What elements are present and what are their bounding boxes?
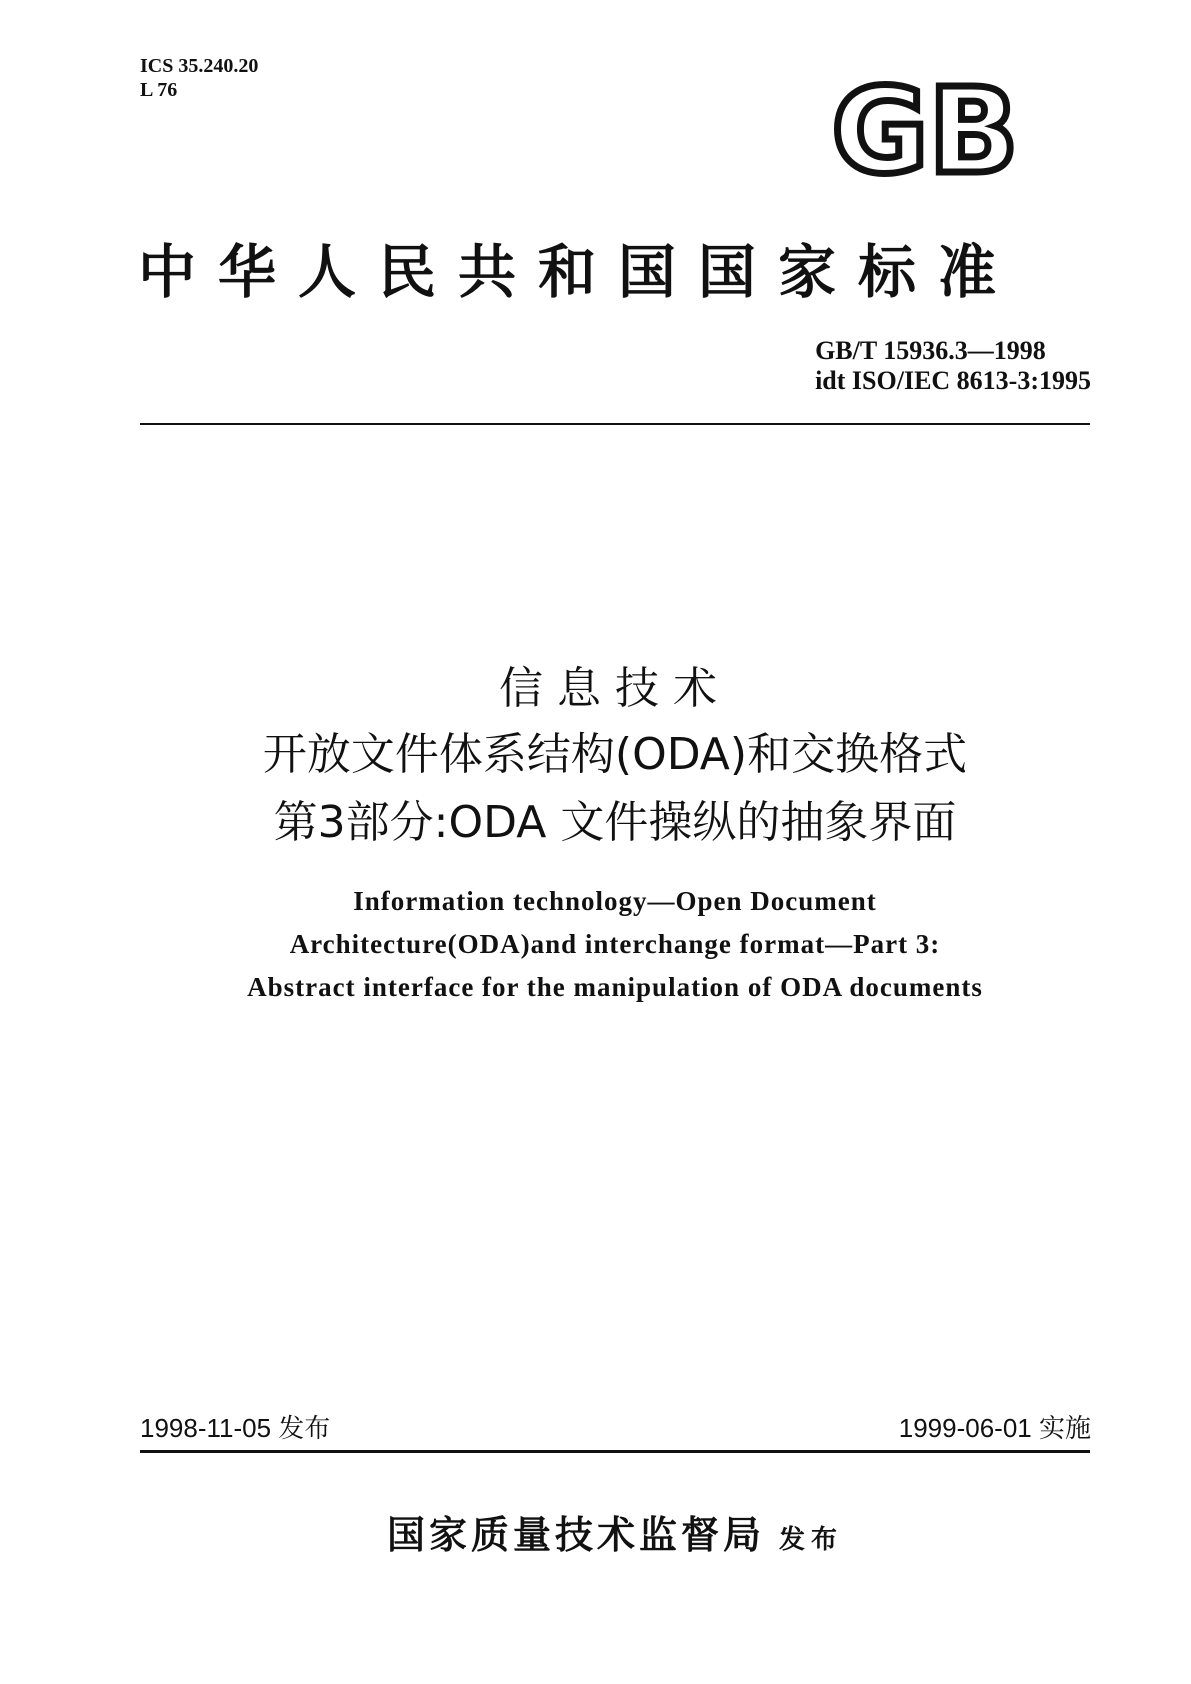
english-title — [140, 880, 1090, 1009]
english-title-line-3: Abstract interface for the manipulation of ODA documents — [247, 972, 983, 1002]
ccs-code: L 76 — [140, 79, 178, 101]
chinese-title-line-3: 第3部分:ODA 文件操纵的抽象界面 — [273, 797, 957, 848]
bottom-divider — [140, 1450, 1090, 1453]
gb-logo — [820, 72, 1030, 187]
publish-action: 发布 — [779, 1525, 844, 1555]
chinese-title-line-2: 开放文件体系结构(ODA)和交换格式 — [262, 729, 968, 780]
english-title-line-1: Information technology—Open Document — [353, 886, 877, 916]
english-title-line-2: Architecture(ODA)and interchange format—Part 3: — [289, 929, 941, 959]
gb-logo-text: GB — [831, 72, 1019, 187]
chinese-title-line-1: 信息技术 — [499, 663, 731, 714]
standard-number-block — [815, 336, 1091, 396]
classification-codes — [140, 54, 258, 102]
gb-logo-graphic — [820, 72, 1030, 187]
national-standard-title: 中华人民共和国国家标准 — [138, 238, 1019, 306]
issue-date: 1998-11-05 发布 — [140, 1413, 331, 1443]
publisher-line — [140, 1504, 1090, 1559]
top-divider — [140, 423, 1090, 425]
publisher-organization: 国家质量技术监督局 — [386, 1512, 765, 1557]
adoption-note: idt ISO/IEC 8613-3:1995 — [815, 366, 1091, 395]
ics-code: ICS 35.240.20 — [140, 55, 259, 77]
standard-number: GB/T 15936.3—1998 — [815, 336, 1046, 365]
implementation-date: 1999-06-01 实施 — [898, 1413, 1091, 1443]
